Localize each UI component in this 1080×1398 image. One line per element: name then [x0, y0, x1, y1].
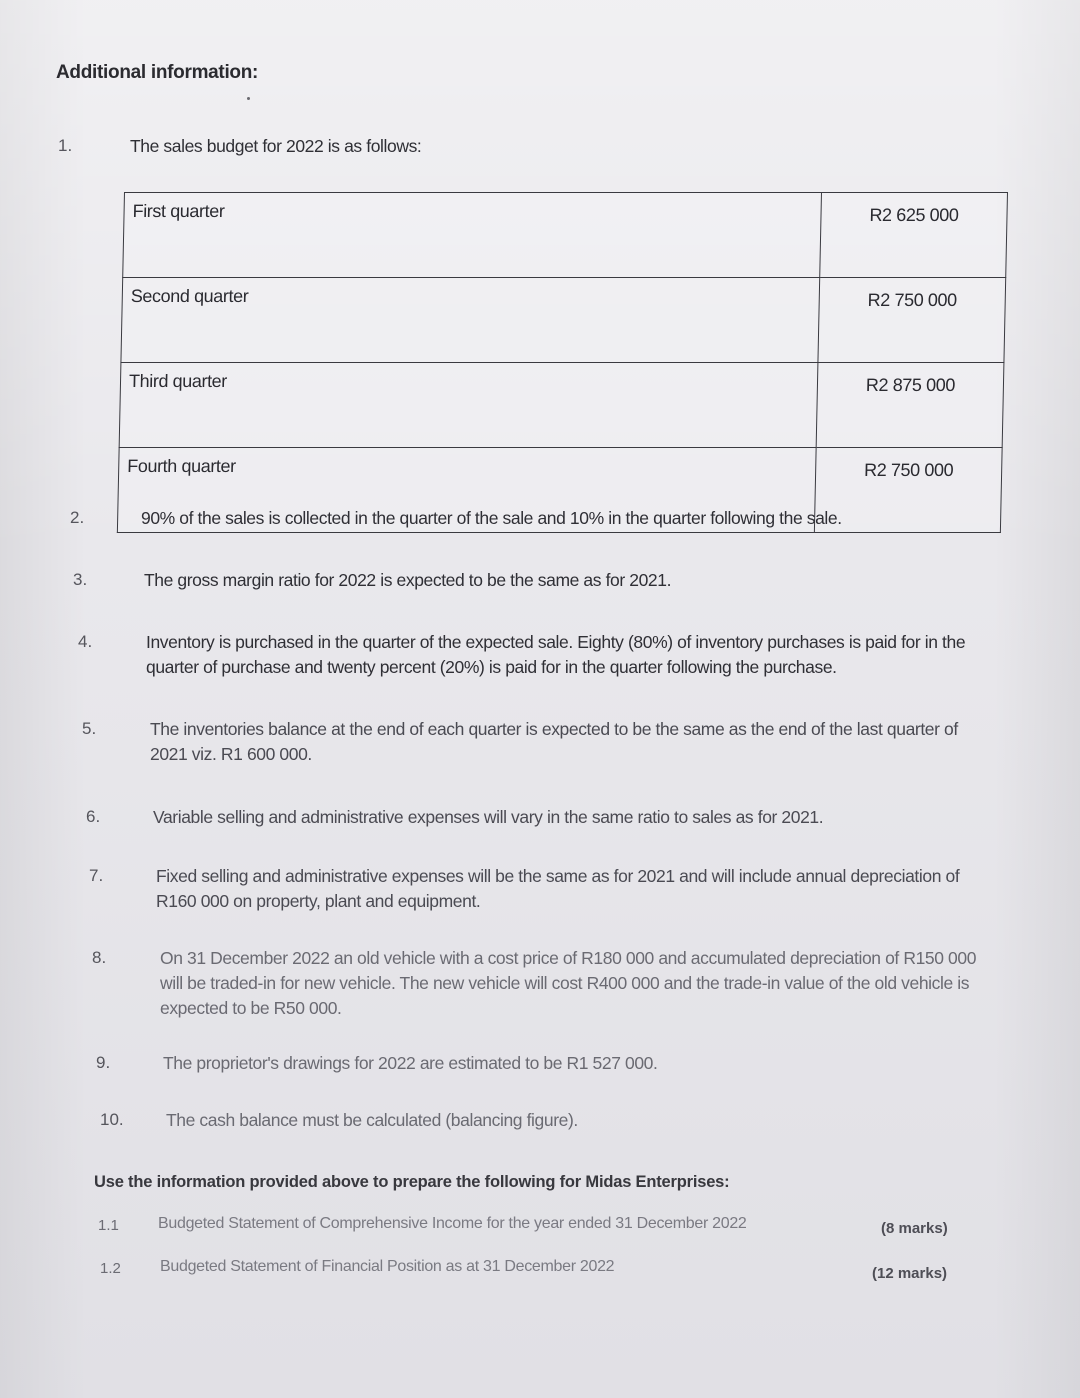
requirement-marks: (8 marks)	[881, 1220, 948, 1237]
item-number: 1.	[58, 136, 73, 155]
section-heading: Additional information:	[56, 62, 259, 83]
amount-cell: R2 625 000	[820, 193, 1008, 278]
item-number: 4.	[78, 632, 93, 651]
item-number: 8.	[92, 948, 107, 967]
requirement-marks: (12 marks)	[872, 1265, 948, 1282]
requirement-number: 1.1	[98, 1217, 119, 1234]
item-text: Variable selling and administrative expenses will vary in the same ratio to sales as for 2021.	[153, 807, 824, 827]
item-number: 9.	[96, 1053, 111, 1072]
amount-cell: R2 750 000	[818, 278, 1006, 363]
item-number: 6.	[86, 807, 101, 826]
sales-budget-table	[117, 192, 1008, 533]
item-text: Fixed selling and administrative expenses will be the same as for 2021 and will include annual depreciation of R160 000 on property, plant and equipment.	[156, 866, 960, 911]
table-row	[123, 193, 1008, 278]
item-text: 90% of the sales is collected in the quarter of the sale and 10% in the quarter following the sale.	[141, 508, 842, 528]
quarter-cell: Fourth quarter	[117, 448, 816, 533]
item-number: 3.	[73, 570, 88, 589]
item-number: 7.	[89, 866, 104, 885]
table-row	[119, 363, 1004, 448]
requirement-number: 1.2	[100, 1260, 121, 1277]
item-text: The gross margin ratio for 2022 is expected to be the same as for 2021.	[144, 570, 672, 590]
item-text: The cash balance must be calculated (balancing figure).	[166, 1110, 578, 1130]
item-text: The sales budget for 2022 is as follows:	[130, 136, 422, 156]
quarter-cell: Third quarter	[119, 363, 818, 448]
requirement-text: Budgeted Statement of Comprehensive Income for the year ended 31 December 2022	[158, 1215, 747, 1232]
item-text: Inventory is purchased in the quarter of the expected sale. Eighty (80%) of inventory purchases is paid for in the quarter of purchase and twenty percent (20%) is paid for in the quarter following the purchase.	[146, 632, 966, 677]
instruction-text: Use the information provided above to prepare the following for Midas Enterprises:	[94, 1173, 730, 1191]
item-text: On 31 December 2022 an old vehicle with a cost price of R180 000 and accumulated depreciation of R150 000 will be traded-in for new vehicle. The new vehicle will cost R400 000 and the trade-in value of the old vehicle is expected to be R50 000.	[160, 948, 977, 1018]
requirement-text: Budgeted Statement of Financial Position as at 31 December 2022	[160, 1258, 615, 1275]
item-text: The inventories balance at the end of each quarter is expected to be the same as the end of the last quarter of 2021 viz. R1 600 000.	[150, 719, 958, 764]
item-text: The proprietor's drawings for 2022 are estimated to be R1 527 000.	[163, 1053, 658, 1073]
amount-cell: R2 875 000	[816, 363, 1004, 448]
item-number: 10.	[100, 1110, 124, 1129]
speck	[247, 97, 250, 100]
quarter-cell: Second quarter	[121, 278, 820, 363]
quarter-cell: First quarter	[123, 193, 822, 278]
table-row	[121, 278, 1006, 363]
item-number: 2.	[70, 508, 85, 527]
amount-cell: R2 750 000	[814, 448, 1002, 533]
item-number: 5.	[82, 719, 97, 738]
